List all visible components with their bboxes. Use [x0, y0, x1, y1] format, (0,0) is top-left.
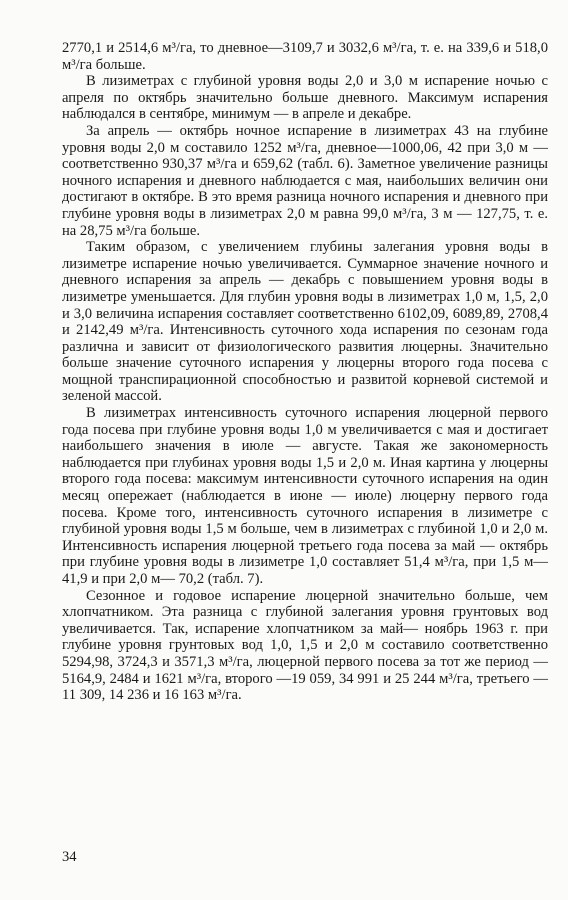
body-text [62, 40, 548, 704]
paragraph: За апрель — октябрь ночное испарение в лизиметрах 43 на глубине уровня воды 2,0 м составило 1252 м³/га, дневное—1000,06, 42 при 3,0 м — соответственно 930,37 м³/га и 659,62 (табл. 6). Заметное увеличение разницы ночного испарения и дневного наблюдается с мая, наибольших величин они достигают в октябре. В это время разница ночного испарения и дневного при глубине уровня воды в лизиметрах 2,0 м равна 99,0 м³/га, 3 м — 127,75, т. е. на 28,75 м³/га больше. [62, 122, 548, 239]
paragraph: Сезонное и годовое испарение люцерной значительно больше, чем хлопчатником. Эта разница с глубиной залегания уровня грунтовых вод увеличивается. Так, испарение хлопчатником за май— ноябрь 1963 г. при глубине уровня грунтовых вод 1,0, 1,5 и 2,0 м составило соответственно 5294,98, 3724,3 и 3571,3 м³/га, люцерной первого посева за тот же период — 5164,9, 2484 и 1621 м³/га, второго —19 059, 34 991 и 25 244 м³/га, третьего —11 309, 14 236 и 16 163 м³/га. [62, 587, 548, 704]
paragraph: В лизиметрах с глубиной уровня воды 2,0 и 3,0 м испарение ночью с апреля по октябрь значительно больше дневного. Максимум испарения наблюдался в сентябре, минимум — в апреле и декабре. [62, 73, 548, 123]
paragraph-continuation: 2770,1 и 2514,6 м³/га, то дневное—3109,7 и 3032,6 м³/га, т. е. на 339,6 и 518,0 м³/га больше. [62, 40, 548, 73]
paragraph: В лизиметрах интенсивность суточного испарения люцерной первого года посева при глубине уровня воды 1,0 м увеличивается с мая и достигает наибольшего значения в июле — августе. Такая же закономерность наблюдается при глубинах уровня воды 1,5 и 2,0 м. Иная картина у люцерны второго года посева: максимум интенсивности суточного испарения на один месяц опережает (наблюдается в июне — июле) люцерну первого года посева. Кроме того, интенсивность суточного испарения в лизиметре с глубиной уровня воды 1,5 м больше, чем в лизиметрах с глубиной 1,0 и 2,0 м. Интенсивность испарения люцерной третьего года посева за май — октябрь при глубине уровня воды в лизиметре 1,0 составляет 51,4 м³/га, при 1,5 м—41,9 и при 2,0 м— 70,2 (табл. 7). [62, 405, 548, 587]
page-number: 34 [62, 849, 77, 865]
paragraph: Таким образом, с увеличением глубины залегания уровня воды в лизиметре испарение ночью увеличивается. Суммарное значение ночного и дневного испарения за апрель — декабрь с повышением уровня воды в лизиметре уменьшается. Для глубин уровня воды в лизиметрах 1,0 м, 1,5, 2,0 и 3,0 величина испарения составляет соответственно 6102,09, 6089,89, 2708,4 и 2142,49 м³/га. Интенсивность суточного хода испарения по сезонам года различна и зависит от физиологического развития люцерны. Значительно больше значение суточного испарения у люцерны второго года посева с мощной транспирационной способностью и развитой корневой системой и зеленой массой. [62, 239, 548, 405]
